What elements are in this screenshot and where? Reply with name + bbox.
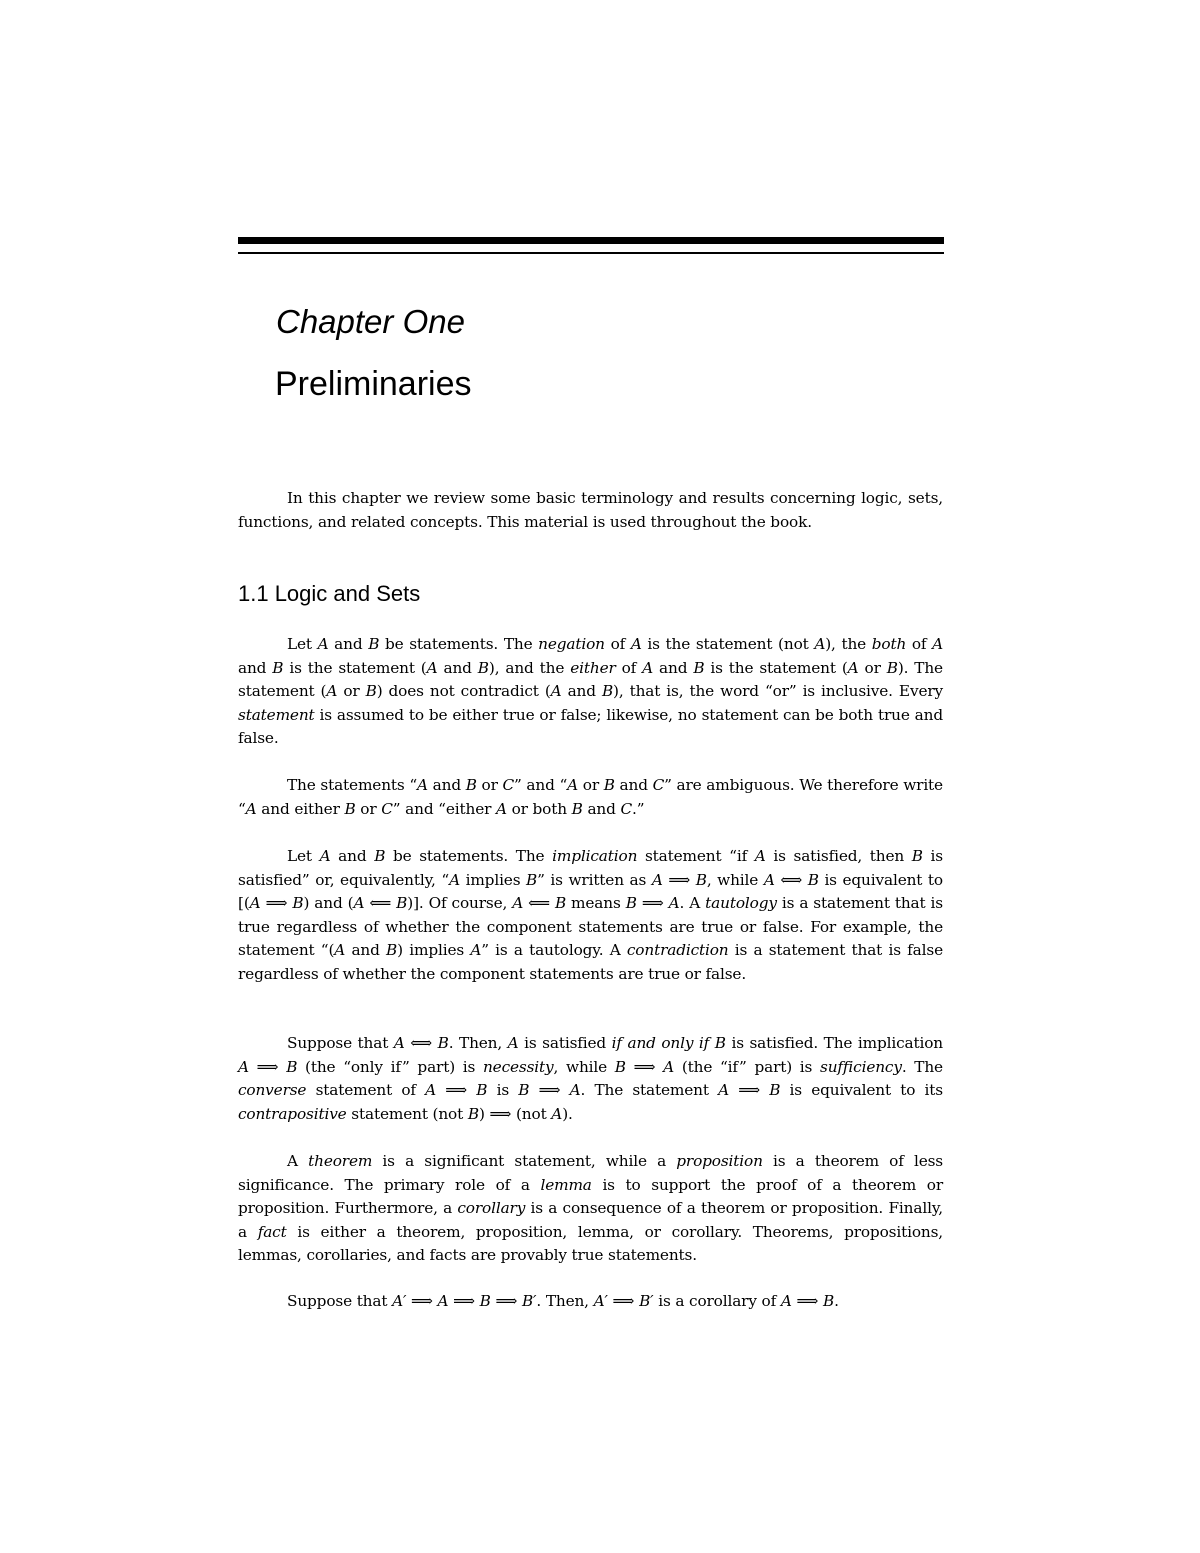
term-fact: fact	[257, 1222, 287, 1241]
term-both: both	[871, 635, 907, 653]
term-proposition: proposition	[676, 1152, 763, 1170]
chapter-label: Chapter One	[276, 303, 465, 340]
term-if-and-only-if: if and only if	[611, 1034, 710, 1052]
term-necessity: necessity	[482, 1057, 554, 1076]
section-heading: 1.1 Logic and Sets	[238, 581, 421, 606]
term-lemma: lemma	[540, 1175, 592, 1194]
term-negation: negation	[538, 635, 605, 653]
term-statement: statement	[238, 705, 315, 724]
intro-paragraph: In this chapter we review some basic terminology and results concerning logic, sets, functions, and related concepts. This material is used throughout the book.	[238, 489, 943, 531]
term-contrapositive: contrapositive	[238, 1104, 347, 1123]
term-either: either	[570, 658, 616, 677]
paragraph-ambiguity: The statements “A and B or C” and “A or B and C” are ambiguous. We therefore write “A and either B or C” and “either A or both B and C.”	[238, 776, 943, 818]
term-corollary: corollary	[457, 1199, 526, 1217]
term-implication: implication	[552, 847, 638, 865]
term-converse: converse	[238, 1081, 307, 1099]
chapter-rule-thick	[238, 237, 944, 244]
paragraph-statements-definition: Let A and B be statements. The negation of A is the statement (not A), the both of A and B is the statement (A and B), and the either of A and B is the statement (A or B). The statement (A or B) does not contradict (A and B), that is, the word “or” is inclusive. Every statement is assumed to be either true or false; likewise, no statement can be both true and false.	[238, 635, 944, 747]
term-sufficiency: sufficiency	[820, 1057, 902, 1076]
chapter-title: Preliminaries	[275, 365, 472, 403]
chapter-rule-thin	[238, 252, 944, 254]
paragraph-corollary-example: Suppose that A′ ⟹ A ⟹ B ⟹ B′. Then, A′ ⟹ B′ is a corollary of A ⟹ B.	[287, 1292, 839, 1310]
term-tautology: tautology	[705, 894, 777, 912]
term-theorem: theorem	[308, 1152, 373, 1170]
term-contradiction: contradiction	[626, 941, 729, 959]
paragraph-implication: Let A and B be statements. The implication statement “if A is satisfied, then B is satisfied” or, equivalently, “A implies B” is written as A ⟹ B, while A ⟺ B is equivalent to [(A ⟹ B) and (A ⟸ B)]. Of course, A ⟸ B means B ⟹ A. A tautology is a statement that is true regardless of whether the component statements are true or false. For example, the statement “(A and B) implies A” is a tautology. A contradiction is a statement that is false regardless of whether the component statements are true or false.	[238, 847, 943, 983]
paragraph-equivalence: Suppose that A ⟺ B. Then, A is satisfied if and only if B is satisfied. The implication A ⟹ B (the “only if” part) is necessity, while B ⟹ A (the “if” part) is sufficiency. The converse statement of A ⟹ B is B ⟹ A. The statement A ⟹ B is equivalent to its contrapositive statement (not B) ⟹ (not A).	[238, 1034, 943, 1123]
paragraph-theorems: A theorem is a significant statement, while a proposition is a theorem of less significance. The primary role of a lemma is to support the proof of a theorem or proposition. Furthermore, a corollary is a consequence of a theorem or proposition. Finally, a fact is either a theorem, proposition, lemma, or corollary. Theorems, propositions, lemmas, corollaries, and facts are provably true statements.	[238, 1152, 943, 1264]
